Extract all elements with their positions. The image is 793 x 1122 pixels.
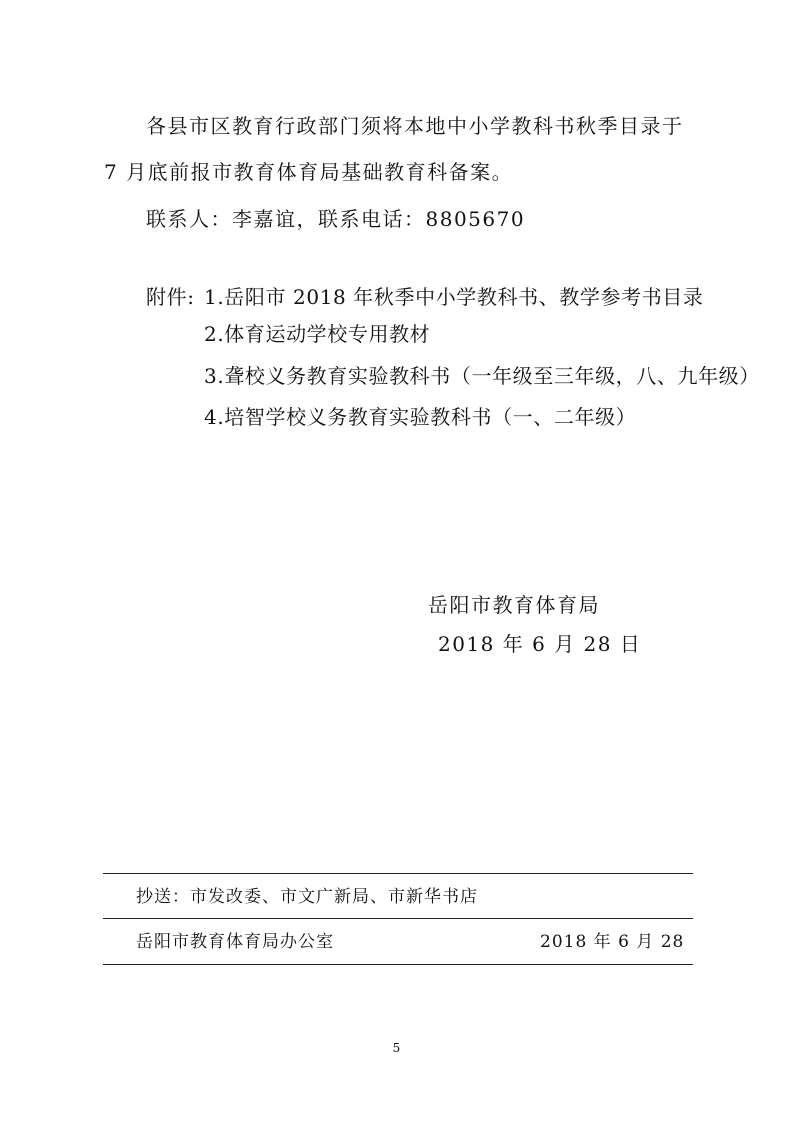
attachment-item-1: 1.岳阳市 2018 年秋季中小学教科书、教学参考书目录 bbox=[204, 285, 704, 309]
signature-organization: 岳阳市教育体育局 bbox=[428, 593, 600, 617]
notice-paragraph-line-1: 各县市区教育行政部门须将本地中小学教科书秋季目录于 bbox=[146, 114, 684, 138]
signature-date: 2018 年 6 月 28 日 bbox=[438, 632, 642, 656]
attachment-item-3: 3.聋校义务教育实验教科书（一年级至三年级，八、九年级） bbox=[204, 364, 760, 388]
footer-bottom-rule bbox=[103, 964, 693, 965]
issuing-office: 岳阳市教育体育局办公室 bbox=[136, 932, 334, 952]
attachments-label: 附件: bbox=[146, 285, 195, 309]
attachment-item-4: 4.培智学校义务教育实验教科书（一、二年级） bbox=[204, 405, 637, 429]
contact-info: 联系人：李嘉谊，联系电话：8805670 bbox=[146, 207, 526, 231]
notice-paragraph-line-2: 7 月底前报市教育体育局基础教育科备案。 bbox=[104, 160, 514, 184]
issue-date: 2018 年 6 月 28 bbox=[540, 932, 685, 952]
footer-top-rule bbox=[103, 873, 693, 874]
attachment-item-2: 2.体育运动学校专用教材 bbox=[204, 322, 431, 346]
footer-middle-rule bbox=[103, 918, 693, 919]
page-number: 5 bbox=[392, 1041, 401, 1055]
cc-recipients: 抄送：市发改委、市文广新局、市新华书店 bbox=[136, 887, 478, 907]
